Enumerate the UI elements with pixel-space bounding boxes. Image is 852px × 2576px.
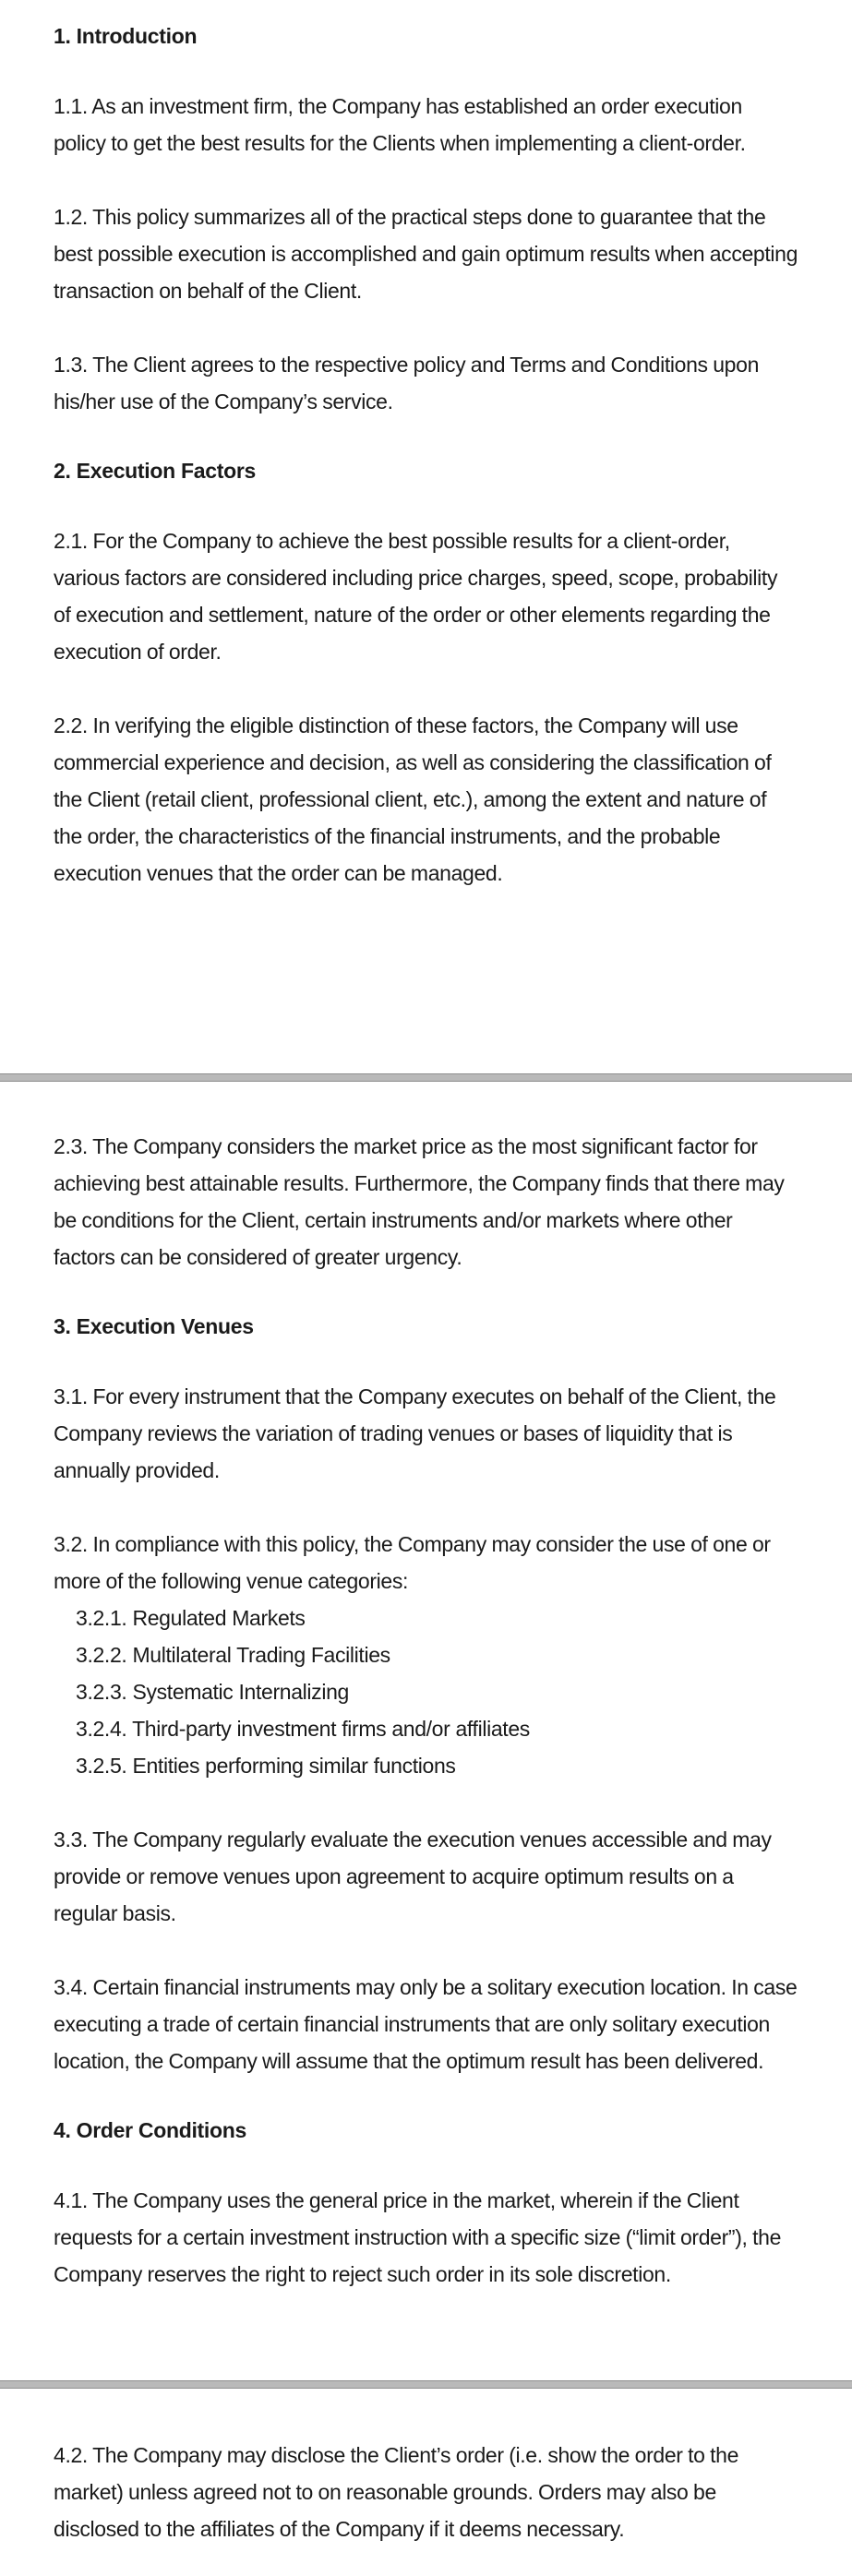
document-page-3 <box>0 2389 852 2576</box>
list-item: 3.2.3. Systematic Internalizing <box>76 1680 349 1704</box>
paragraph-2-1: 2.1. For the Company to achieve the best possible results for a client-order, various factors are considered including price charges, speed, scope, probability of execution and settlement, nature of the order or other elements regarding the execution of order. <box>54 529 778 664</box>
venue-category-list <box>54 1600 798 1784</box>
document-page-2 <box>0 1082 852 2380</box>
page-separator <box>0 2380 852 2389</box>
paragraph-4-2: 4.2. The Company may disclose the Client’s order (i.e. show the order to the market) unless agreed not to on reasonable grounds. Orders may also be disclosed to the affiliates of the Company if it deems necessary. <box>54 2443 739 2541</box>
paragraph-1-2: 1.2. This policy summarizes all of the practical steps done to guarantee that the best possible execution is accomplished and gain optimum results when accepting transaction on behalf of the Client. <box>54 205 798 303</box>
section-heading-execution-factors: 2. Execution Factors <box>54 459 256 483</box>
paragraph-3-4: 3.4. Certain financial instruments may only be a solitary execution location. In case executing a trade of certain financial instruments that are only solitary execution location, the Company will assume that the optimum result has been delivered. <box>54 1975 798 2073</box>
list-item: 3.2.1. Regulated Markets <box>76 1606 306 1630</box>
paragraph-2-3: 2.3. The Company considers the market price as the most significant factor for achieving best attainable results. Furthermore, the Company finds that there may be conditions for the Client, certain instruments and/or markets where other factors can be considered of greater urgency. <box>54 1134 785 1269</box>
paragraph-3-1: 3.1. For every instrument that the Company executes on behalf of the Client, the Company reviews the variation of trading venues or bases of liquidity that is annually provided. <box>54 1384 776 1482</box>
list-item: 3.2.5. Entities performing similar functions <box>76 1754 456 1778</box>
list-item: 3.2.2. Multilateral Trading Facilities <box>76 1643 390 1667</box>
paragraph-3-3: 3.3. The Company regularly evaluate the execution venues accessible and may provide or remove venues upon agreement to acquire optimum results on a regular basis. <box>54 1827 772 1925</box>
paragraph-1-1: 1.1. As an investment firm, the Company has established an order execution policy to get the best results for the Clients when implementing a client-order. <box>54 94 746 155</box>
paragraph-2-2: 2.2. In verifying the eligible distinction of these factors, the Company will use commercial experience and decision, as well as considering the classification of the Client (retail client, professional client, etc.), among the extent and nature of the order, the characteristics of the financial instruments, and the probable execution venues that the order can be managed. <box>54 713 772 885</box>
section-heading-introduction: 1. Introduction <box>54 24 198 48</box>
paragraph-4-1: 4.1. The Company uses the general price in the market, wherein if the Client requests for a certain investment instruction with a specific size (“limit order”), the Company reserves the right to reject such order in its sole discretion. <box>54 2188 782 2286</box>
paragraph-3-2: 3.2. In compliance with this policy, the Company may consider the use of one or more of the following venue categories: <box>54 1532 771 1593</box>
section-heading-order-conditions: 4. Order Conditions <box>54 2118 246 2142</box>
page-separator <box>0 1073 852 1082</box>
section-heading-execution-venues: 3. Execution Venues <box>54 1314 254 1338</box>
document-page-1 <box>0 0 852 1073</box>
paragraph-1-3: 1.3. The Client agrees to the respective policy and Terms and Conditions upon his/her use of the Company’s service. <box>54 353 760 413</box>
list-item: 3.2.4. Third-party investment firms and/or affiliates <box>76 1717 530 1741</box>
